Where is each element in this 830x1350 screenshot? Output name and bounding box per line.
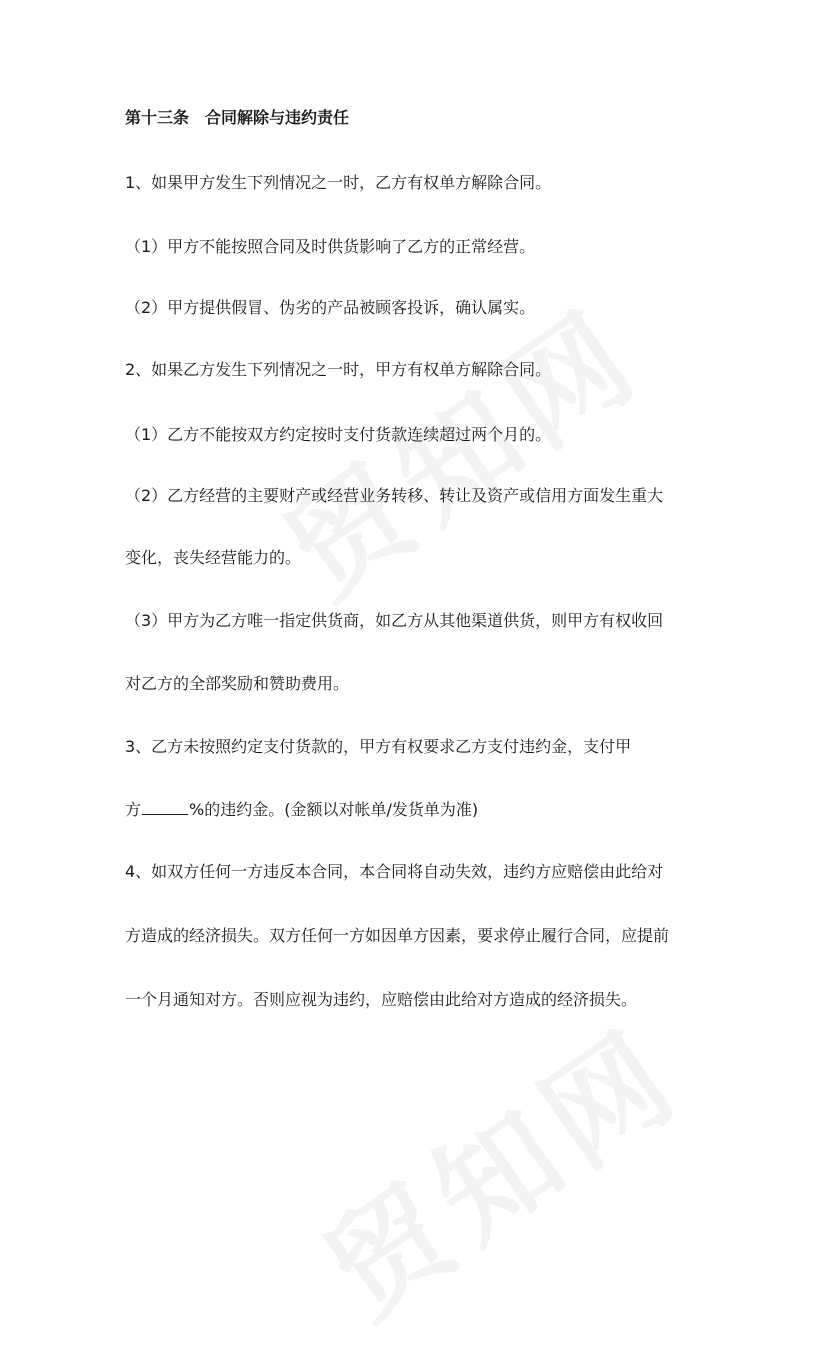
clause-2: 2、如果乙方发生下列情况之一时，甲方有权单方解除合同。 bbox=[125, 360, 552, 379]
clause-3-line-1: 3、乙方未按照约定支付货款的，甲方有权要求乙方支付违约金，支付甲 bbox=[125, 737, 632, 756]
article-heading bbox=[125, 108, 349, 128]
article-title: 合同解除与违约责任 bbox=[205, 108, 350, 127]
clause-2-item-1: （1）乙方不能按双方约定按时支付货款连续超过两个月的。 bbox=[125, 425, 552, 444]
penalty-prefix: 方 bbox=[125, 800, 142, 819]
clause-2-item-3-line-2: 对乙方的全部奖励和赞助费用。 bbox=[125, 674, 350, 693]
article-number: 第十三条 bbox=[125, 108, 190, 127]
clause-2-item-2-line-2: 变化，丧失经营能力的。 bbox=[125, 548, 302, 567]
clause-4-line-3: 一个月通知对方。否则应视为违约，应赔偿由此给对方造成的经济损失。 bbox=[125, 990, 638, 1009]
clause-4-line-2: 方造成的经济损失。双方任何一方如因单方因素，要求停止履行合同，应提前 bbox=[125, 926, 670, 945]
clause-2-item-3-line-1: （3）甲方为乙方唯一指定供货商，如乙方从其他渠道供货，则甲方有权收回 bbox=[125, 611, 664, 630]
clause-2-item-2-line-1: （2）乙方经营的主要财产或经营业务转移、转让及资产或信用方面发生重大 bbox=[125, 486, 664, 505]
clause-1: 1、如果甲方发生下列情况之一时，乙方有权单方解除合同。 bbox=[125, 173, 552, 192]
clause-1-item-1: （1）甲方不能按照合同及时供货影响了乙方的正常经营。 bbox=[125, 237, 536, 256]
clause-4-line-1: 4、如双方任何一方违反本合同，本合同将自动失效，违约方应赔偿由此给对 bbox=[125, 862, 664, 881]
watermark bbox=[286, 982, 709, 1350]
penalty-rate-blank bbox=[142, 800, 188, 815]
penalty-suffix: %的违约金。(金额以对帐单/发货单为准) bbox=[189, 800, 479, 819]
clause-3-line-2 bbox=[125, 800, 478, 820]
clause-1-item-2: （2）甲方提供假冒、伪劣的产品被顾客投诉，确认属实。 bbox=[125, 298, 536, 317]
